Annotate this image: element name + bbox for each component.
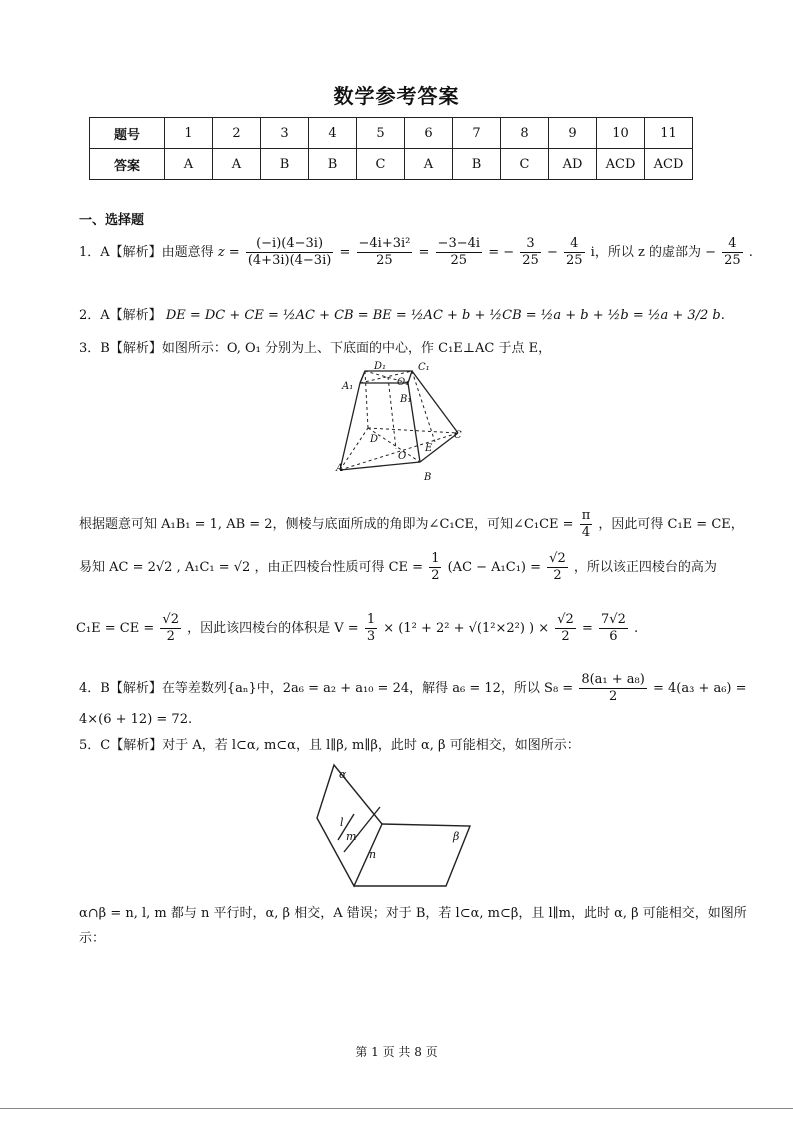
q3-line-4 bbox=[76, 612, 638, 645]
text: ，因此该四棱台的体积是 V = bbox=[187, 621, 359, 636]
denominator: 4 bbox=[581, 525, 591, 540]
numerator: 8(a₁ + a₈) bbox=[581, 672, 645, 687]
text: ，所以该正四棱台的高为 bbox=[573, 560, 717, 575]
text: 根据题意可知 A₁B₁ = 1, AB = 2，侧棱与底面所成的角即为∠C₁CE，可知∠C₁CE = bbox=[79, 517, 574, 532]
page-title: 数学参考答案 bbox=[333, 84, 460, 108]
numerator: (−i)(4−3i) bbox=[246, 236, 333, 253]
q4-line-2: 4×(6 + 12) = 72. bbox=[79, 712, 193, 727]
denominator: 2 bbox=[553, 568, 562, 583]
q5-line-1: 5．C【解析】对于 A，若 l⊂α, m⊂α，且 l∥β, m∥β，此时 α, β 可能相交，如图所示： bbox=[79, 738, 580, 753]
text: . bbox=[633, 621, 639, 636]
table-cell: 8 bbox=[501, 118, 549, 149]
denominator: 25 bbox=[450, 253, 468, 268]
q2-lead: 2．A【解析】 bbox=[79, 308, 162, 323]
page-footer: 第 1 页 共 8 页 bbox=[355, 1045, 438, 1059]
table-cell: A bbox=[213, 149, 261, 180]
q5-line-3: 示： bbox=[79, 931, 106, 946]
q1-frac-1 bbox=[246, 236, 333, 269]
denominator: 25 bbox=[522, 253, 539, 268]
line-label-l: l bbox=[340, 816, 344, 829]
q1-frac-2 bbox=[357, 236, 413, 269]
q1-expr: z = bbox=[217, 245, 240, 260]
figure-label: A₁ bbox=[342, 381, 354, 392]
text: (AC − A₁C₁) = bbox=[447, 560, 542, 575]
numerator: π bbox=[581, 508, 591, 523]
table-cell: B bbox=[453, 149, 501, 180]
denominator: (4+3i)(4−3i) bbox=[247, 253, 332, 268]
text: = bbox=[581, 621, 593, 636]
table-cell: A bbox=[405, 149, 453, 180]
table-cell: AD bbox=[549, 149, 597, 180]
equals: = bbox=[418, 245, 430, 260]
q1-frac-6 bbox=[722, 236, 743, 269]
header-label: 题号 bbox=[90, 118, 165, 149]
planes-figure bbox=[312, 760, 476, 890]
line-label-n: n bbox=[369, 848, 377, 861]
q3-line-2 bbox=[79, 508, 744, 541]
q1-tail: i，所以 z 的虚部为 − bbox=[590, 245, 716, 260]
figure-label: E bbox=[425, 443, 433, 454]
text: = 4(a₃ + a₆) = bbox=[652, 681, 747, 696]
q2-expr: DE = DC + CE = ½AC + CB = BE = ½AC + b + ½CB = ½a + b + ½b = ½a + 3/2 b. bbox=[165, 308, 725, 323]
figure-label: O bbox=[398, 451, 407, 462]
q1-line bbox=[79, 236, 753, 269]
numerator: 4 bbox=[722, 236, 743, 253]
minus: − bbox=[546, 245, 558, 260]
equals: = bbox=[339, 245, 351, 260]
fraction bbox=[160, 612, 181, 645]
text: × (1² + 2² + √(1²×2²) ) × bbox=[383, 621, 550, 636]
q1-end: . bbox=[748, 245, 753, 260]
numerator: 1 bbox=[431, 551, 440, 566]
table-cell: 2 bbox=[213, 118, 261, 149]
numerator: √2 bbox=[162, 612, 179, 627]
table-cell: 11 bbox=[645, 118, 693, 149]
fraction bbox=[547, 551, 568, 584]
equals: = − bbox=[488, 245, 515, 260]
frustum-figure bbox=[320, 358, 470, 483]
figure-label: O₁ bbox=[397, 377, 410, 388]
q4-line-1 bbox=[79, 672, 747, 705]
table-cell: 9 bbox=[549, 118, 597, 149]
table-cell: 10 bbox=[597, 118, 645, 149]
table-cell: B bbox=[309, 149, 357, 180]
table-cell: B bbox=[261, 149, 309, 180]
denominator: 2 bbox=[166, 629, 175, 644]
denominator: 2 bbox=[431, 568, 440, 583]
text: ，因此可得 C₁E = CE， bbox=[598, 517, 744, 532]
answer-table bbox=[89, 117, 693, 180]
q1-frac-5 bbox=[564, 236, 585, 269]
text: 4．B【解析】在等差数列{aₙ}中，2a₆ = a₂ + a₁₀ = 24，解得 a₆ = 12，所以 S₈ = bbox=[79, 681, 574, 696]
table-cell: 7 bbox=[453, 118, 501, 149]
denominator: 2 bbox=[561, 629, 570, 644]
section-heading: 一、选择题 bbox=[79, 213, 145, 228]
numerator: 3 bbox=[520, 236, 541, 253]
denominator: 25 bbox=[565, 253, 583, 268]
q5-line-2: α∩β = n, l, m 都与 n 平行时，α, β 相交，A 错误；对于 B，若 l⊂α, m⊂β，且 l∥m，此时 α, β 可能相交，如图所 bbox=[79, 906, 747, 921]
numerator: √2 bbox=[557, 612, 574, 627]
denominator: 25 bbox=[724, 253, 741, 268]
plane-label-alpha: α bbox=[339, 768, 347, 781]
figure-label: C bbox=[454, 430, 462, 441]
text: C₁E = CE = bbox=[76, 621, 155, 636]
fraction bbox=[365, 612, 377, 645]
fraction bbox=[555, 612, 576, 645]
line-label-m: m bbox=[346, 830, 357, 843]
numerator: √2 bbox=[549, 551, 566, 566]
bottom-divider bbox=[0, 1108, 793, 1109]
table-cell: 1 bbox=[165, 118, 213, 149]
fraction bbox=[429, 551, 441, 584]
table-cell: A bbox=[165, 149, 213, 180]
table-cell: C bbox=[357, 149, 405, 180]
numerator: 7√2 bbox=[601, 612, 626, 627]
denominator: 25 bbox=[376, 253, 393, 268]
figure-label: D₁ bbox=[374, 361, 387, 372]
plane-label-beta: β bbox=[453, 830, 460, 843]
answer-label: 答案 bbox=[90, 149, 165, 180]
figure-label: A bbox=[336, 463, 344, 474]
numerator: 4 bbox=[564, 236, 585, 253]
table-cell: ACD bbox=[597, 149, 645, 180]
table-cell: 3 bbox=[261, 118, 309, 149]
figure-label: D bbox=[370, 434, 379, 445]
table-cell: 5 bbox=[357, 118, 405, 149]
table-cell: ACD bbox=[645, 149, 693, 180]
q3-line-1: 3．B【解析】如图所示：O, O₁ 分别为上、下底面的中心，作 C₁E⊥AC 于点 E， bbox=[79, 341, 552, 356]
q1-frac-4 bbox=[520, 236, 541, 269]
fraction bbox=[580, 508, 593, 541]
table-row-answers bbox=[90, 149, 693, 180]
figure-label: B₁ bbox=[400, 394, 412, 405]
table-cell: 4 bbox=[309, 118, 357, 149]
numerator: 1 bbox=[366, 612, 376, 627]
q1-lead: 1．A【解析】由题意得 bbox=[79, 245, 214, 260]
numerator: −4i+3i² bbox=[358, 236, 411, 251]
table-cell: C bbox=[501, 149, 549, 180]
denominator: 3 bbox=[366, 629, 376, 644]
q2-line bbox=[79, 304, 725, 323]
denominator: 6 bbox=[609, 629, 618, 644]
denominator: 2 bbox=[608, 689, 618, 704]
fraction bbox=[599, 612, 628, 645]
figure-label: B bbox=[424, 472, 432, 483]
figure-label: C₁ bbox=[418, 362, 430, 373]
q3-line-3 bbox=[79, 551, 717, 584]
q1-frac-3 bbox=[436, 236, 483, 269]
table-row-numbers bbox=[90, 118, 693, 149]
fraction bbox=[579, 672, 647, 705]
table-cell: 6 bbox=[405, 118, 453, 149]
numerator: −3−4i bbox=[437, 236, 481, 251]
text: 易知 AC = 2√2 , A₁C₁ = √2 ，由正四棱台性质可得 CE = bbox=[79, 560, 424, 575]
